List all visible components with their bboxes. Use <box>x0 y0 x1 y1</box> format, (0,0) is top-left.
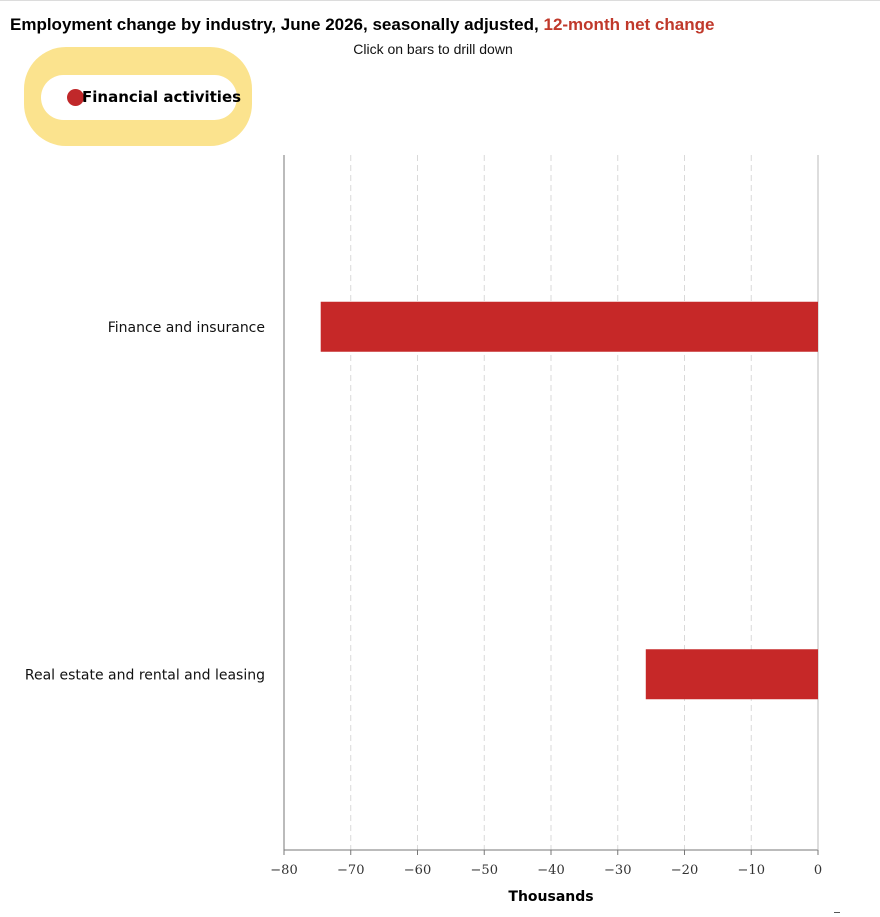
bar[interactable] <box>646 649 818 699</box>
x-axis-title: Thousands <box>508 889 594 905</box>
x-tick-label: −20 <box>670 863 699 878</box>
breadcrumb-label[interactable]: Financial activities <box>82 88 242 106</box>
x-tick-label: −70 <box>337 863 365 878</box>
x-tick-label: 0 <box>813 863 823 878</box>
category-label: Finance and insurance <box>107 319 265 336</box>
chart-title-accent: 12-month net change <box>543 15 715 34</box>
x-tick-label: −40 <box>537 863 565 878</box>
category-label: Real estate and rental and leasing <box>24 667 265 684</box>
bar[interactable] <box>321 302 818 352</box>
x-tick-label: −50 <box>470 863 498 878</box>
x-tick-label: −10 <box>737 863 765 878</box>
corner-mark <box>834 912 840 913</box>
chart-title-main: Employment change by industry, June 2026, seasonally adjusted, <box>10 15 539 34</box>
x-tick-label: −30 <box>604 863 632 878</box>
x-tick-label: −80 <box>270 863 298 878</box>
x-tick-label: −60 <box>403 863 432 878</box>
chart-subtitle: Click on bars to drill down <box>353 41 513 57</box>
